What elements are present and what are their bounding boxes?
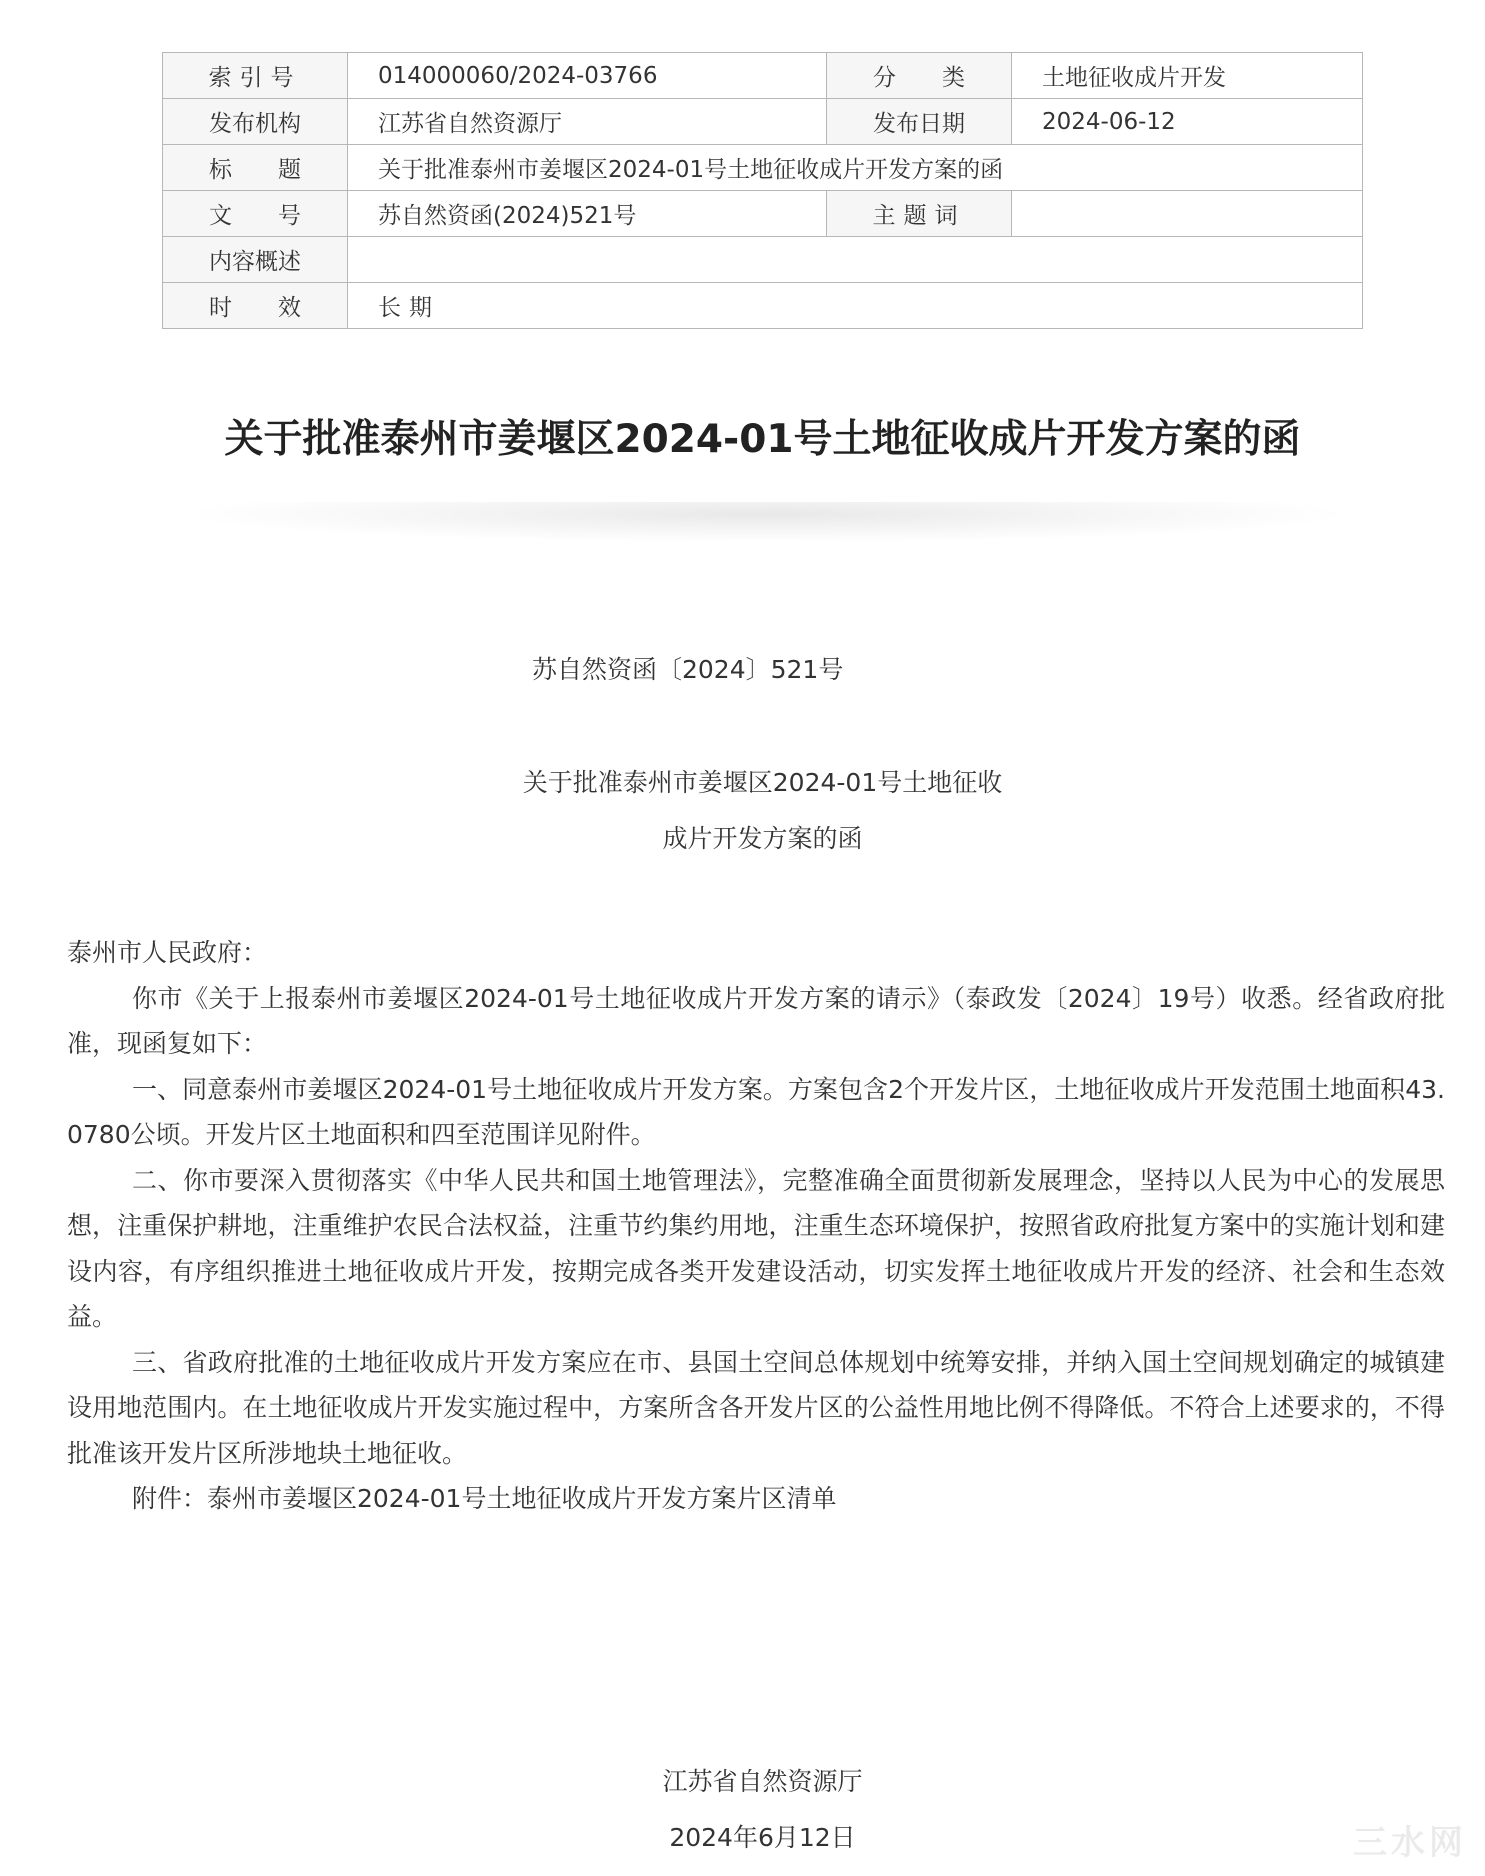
- attachment-note: 附件：泰州市姜堰区2024-01号土地征收成片开发方案片区清单: [132, 1484, 837, 1513]
- metadata-row: [163, 283, 1363, 329]
- date-label: 发布日期: [827, 99, 1012, 145]
- salutation: 泰州市人民政府：: [67, 938, 268, 967]
- title-label: 标题: [163, 145, 348, 191]
- category-value: 土地征收成片开发: [1012, 53, 1363, 99]
- date-value: 2024-06-12: [1012, 99, 1363, 145]
- paragraph-intro: 你市《关于上报泰州市姜堰区2024-01号土地征收成片开发方案的请示》（泰政发〔2024〕19号）收悉。经省政府批准，现函复如下：: [67, 983, 1445, 1058]
- page-title: 关于批准泰州市姜堰区2024-01号土地征收成片开发方案的函: [224, 417, 1301, 462]
- document-number: 苏自然资函〔2024〕521号: [532, 655, 844, 684]
- metadata-row: [163, 237, 1363, 283]
- category-label: 分类: [827, 53, 1012, 99]
- signature-organization: 江苏省自然资源厅: [662, 1767, 863, 1796]
- document-body: [67, 930, 1445, 1522]
- metadata-row: [163, 145, 1363, 191]
- metadata-row: [163, 99, 1363, 145]
- document-subtitle-line-1: 关于批准泰州市姜堰区2024-01号土地征收: [522, 768, 1003, 797]
- paragraph-2: 二、你市要深入贯彻落实《中华人民共和国土地管理法》，完整准确全面贯彻新发展理念，坚持以人民为中心的发展思想，注重保护耕地，注重维护农民合法权益，注重节约集约用地，注重生态环境保护，按照省政府批复方案中的实施计划和建设内容，有序组织推进土地征收成片开发，按期完成各类开发建设活动，切实发挥土地征收成片开发的经济、社会和生态效益。: [67, 1165, 1445, 1331]
- publisher-value: 江苏省自然资源厅: [348, 99, 827, 145]
- index-value: 014000060/2024-03766: [348, 53, 827, 99]
- metadata-table: [162, 52, 1363, 329]
- title-value: 关于批准泰州市姜堰区2024-01号土地征收成片开发方案的函: [348, 145, 1363, 191]
- metadata-row: [163, 53, 1363, 99]
- docno-value: 苏自然资函(2024)521号: [348, 191, 827, 237]
- paragraph-3: 三、省政府批准的土地征收成片开发方案应在市、县国土空间总体规划中统筹安排，并纳入国土空间规划确定的城镇建设用地范围内。在土地征收成片开发实施过程中，方案所含各开发片区的公益性用地比例不得降低。不符合上述要求的，不得批准该开发片区所涉地块土地征收。: [67, 1347, 1445, 1468]
- summary-label: 内容概述: [163, 237, 348, 283]
- watermark: 三水网: [1353, 1823, 1467, 1863]
- document-subtitle-line-2: 成片开发方案的函: [662, 824, 863, 853]
- summary-value: [348, 237, 1363, 283]
- validity-value: 长期: [348, 283, 1363, 329]
- signature-date: 2024年6月12日: [669, 1823, 856, 1852]
- metadata-row: [163, 191, 1363, 237]
- paragraph-1: 一、同意泰州市姜堰区2024-01号土地征收成片开发方案。方案包含2个开发片区，土地征收成片开发范围土地面积43.0780公顷。开发片区土地面积和四至范围详见附件。: [67, 1074, 1445, 1149]
- docno-label: 文号: [163, 191, 348, 237]
- publisher-label: 发布机构: [163, 99, 348, 145]
- index-label: 索引号: [163, 53, 348, 99]
- keyword-label: 主题词: [827, 191, 1012, 237]
- title-divider: [190, 502, 1340, 542]
- keyword-value: [1012, 191, 1363, 237]
- validity-label: 时效: [163, 283, 348, 329]
